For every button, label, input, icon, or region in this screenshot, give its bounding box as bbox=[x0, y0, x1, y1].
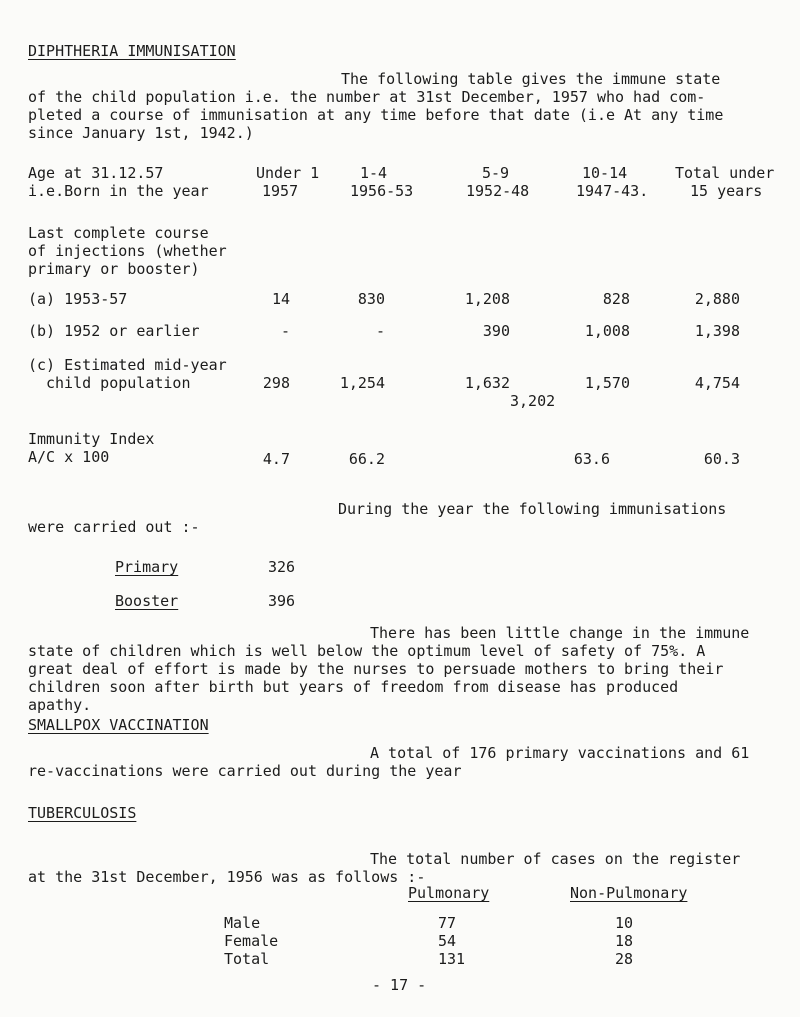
table-header-cell: 1-4 bbox=[360, 164, 388, 182]
table-header-cell: Age at 31.12.57 bbox=[28, 164, 164, 182]
tb-cell-pulmonary: 77 bbox=[438, 914, 457, 932]
table-cell: 1,570 bbox=[584, 374, 630, 392]
table-header-cell: Total under bbox=[675, 164, 775, 182]
table-cell: 298 bbox=[262, 374, 290, 392]
tb-row-label: Female bbox=[224, 932, 279, 950]
table-cell-extra: 3,202 bbox=[510, 392, 556, 410]
column-header-non-pulmonary: Non-Pulmonary bbox=[570, 884, 688, 902]
row-label: (c) Estimated mid-year bbox=[28, 356, 227, 374]
column-header-pulmonary: Pulmonary bbox=[408, 884, 490, 902]
table-cell: 60.3 bbox=[703, 450, 740, 468]
table-header-cell: 1952-48 bbox=[466, 182, 530, 200]
diphtheria-heading: DIPHTHERIA IMMUNISATION bbox=[28, 42, 236, 60]
smallpox-line: A total of 176 primary vaccinations and 61 bbox=[370, 744, 750, 762]
tb-cell-non-pulmonary: 10 bbox=[615, 914, 634, 932]
tb-cell-non-pulmonary: 28 bbox=[615, 950, 634, 968]
table-cell: 828 bbox=[602, 290, 630, 308]
immunisation-label: Booster bbox=[115, 592, 179, 610]
tuberculosis-line: at the 31st December, 1956 was as follows :- bbox=[28, 868, 426, 886]
during-line: were carried out :- bbox=[28, 518, 200, 536]
para-line: children soon after birth but years of freedom from disease has produced bbox=[28, 678, 679, 696]
table-cell: 66.2 bbox=[348, 450, 385, 468]
intro-line: of the child population i.e. the number at 31st December, 1957 who had com- bbox=[28, 88, 706, 106]
row-label: Immunity Index bbox=[28, 430, 155, 448]
row-label: child population bbox=[46, 374, 191, 392]
row-label: (a) 1953-57 bbox=[28, 290, 128, 308]
tb-cell-pulmonary: 131 bbox=[438, 950, 466, 968]
table-cell: 4,754 bbox=[694, 374, 740, 392]
para-line: great deal of effort is made by the nurses to persuade mothers to bring their bbox=[28, 660, 724, 678]
smallpox-heading: SMALLPOX VACCINATION bbox=[28, 716, 209, 734]
immunisation-label: Primary bbox=[115, 558, 179, 576]
during-line: During the year the following immunisations bbox=[338, 500, 727, 518]
table-cell: 1,632 bbox=[464, 374, 510, 392]
tb-cell-non-pulmonary: 18 bbox=[615, 932, 634, 950]
tb-row-label: Total bbox=[224, 950, 270, 968]
tuberculosis-heading: TUBERCULOSIS bbox=[28, 804, 137, 822]
intro-line: since January 1st, 1942.) bbox=[28, 124, 254, 142]
intro-line: The following table gives the immune state bbox=[341, 70, 721, 88]
table-header-cell: 1947-43. bbox=[576, 182, 649, 200]
table-cell: 63.6 bbox=[573, 450, 610, 468]
table-header-cell: 15 years bbox=[690, 182, 763, 200]
table-cell: 1,254 bbox=[339, 374, 385, 392]
tb-cell-pulmonary: 54 bbox=[438, 932, 457, 950]
immunisation-value: 326 bbox=[268, 558, 296, 576]
row-label: (b) 1952 or earlier bbox=[28, 322, 200, 340]
tb-row-label: Male bbox=[224, 914, 261, 932]
row-label: A/C x 100 bbox=[28, 448, 110, 466]
intro-line: pleted a course of immunisation at any time before that date (i.e At any time bbox=[28, 106, 724, 124]
table-cell: 1,208 bbox=[464, 290, 510, 308]
stub-heading: of injections (whether bbox=[28, 242, 227, 260]
table-cell: - bbox=[280, 322, 290, 340]
table-cell: 2,880 bbox=[694, 290, 740, 308]
table-header-cell: 1957 bbox=[262, 182, 299, 200]
table-cell: 14 bbox=[271, 290, 290, 308]
para-line: There has been little change in the immune bbox=[370, 624, 750, 642]
smallpox-line: re-vaccinations were carried out during the year bbox=[28, 762, 462, 780]
page-number: - 17 - bbox=[372, 976, 427, 994]
tuberculosis-line: The total number of cases on the register bbox=[370, 850, 741, 868]
table-header-cell: 10-14 bbox=[582, 164, 628, 182]
para-line: state of children which is well below the optimum level of safety of 75%. A bbox=[28, 642, 706, 660]
table-header-cell: Under 1 bbox=[256, 164, 320, 182]
table-cell: 830 bbox=[357, 290, 385, 308]
table-cell: 4.7 bbox=[262, 450, 290, 468]
table-cell: - bbox=[375, 322, 385, 340]
table-cell: 1,398 bbox=[694, 322, 740, 340]
table-header-cell: i.e.Born in the year bbox=[28, 182, 209, 200]
stub-heading: primary or booster) bbox=[28, 260, 200, 278]
table-header-cell: 1956-53 bbox=[350, 182, 414, 200]
table-cell: 390 bbox=[482, 322, 510, 340]
stub-heading: Last complete course bbox=[28, 224, 209, 242]
para-line: apathy. bbox=[28, 696, 92, 714]
table-cell: 1,008 bbox=[584, 322, 630, 340]
immunisation-value: 396 bbox=[268, 592, 296, 610]
table-header-cell: 5-9 bbox=[482, 164, 510, 182]
